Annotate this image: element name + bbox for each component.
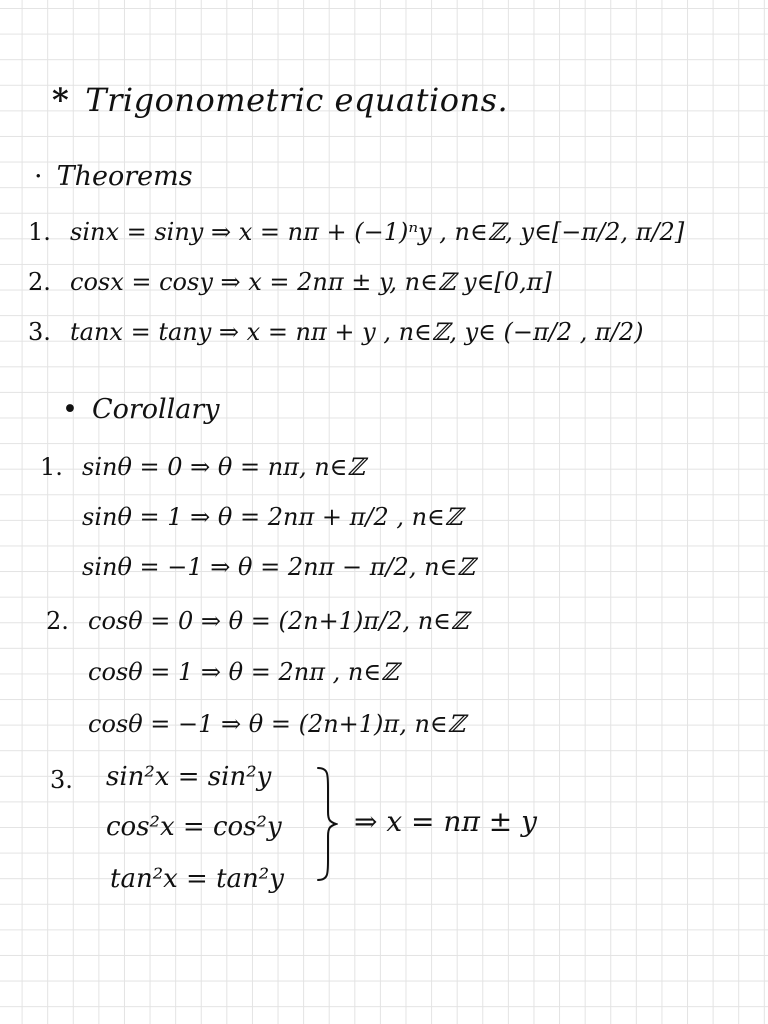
bullet-icon: • [62,394,78,425]
theorem-3 [28,320,644,344]
corollary-3-line-2 [106,814,282,840]
theorem-number: 2. [28,268,51,296]
corollary-2-line-3 [88,712,465,736]
corollary-1-line-1 [40,455,365,479]
corollary-text: sinθ = −1 ⇒ θ = 2nπ − π/2, n∈ℤ [82,553,475,581]
corollary-text: tan²x = tan²y [110,864,284,894]
corollary-text: cosθ = 1 ⇒ θ = 2nπ , n∈ℤ [88,658,399,686]
page-title [52,81,509,119]
corollary-1-line-3 [82,555,475,579]
corollary-2-line-1 [46,609,468,633]
theorem-number: 3. [28,318,51,346]
theorems-heading-text: Theorems [56,161,193,192]
bullet-icon: · [34,161,43,192]
star-marker: * [52,81,70,119]
corollary-number: 1. [40,453,63,481]
corollary-result-text: ⇒ x = nπ ± y [354,805,537,838]
theorem-1 [28,220,684,244]
corollary-3-result [354,805,537,838]
corollary-3-line-1 [106,764,271,790]
theorem-number: 1. [28,218,51,246]
corollary-number: 3. [50,766,73,794]
theorem-text: cosx = cosy ⇒ x = 2nπ ± y, n∈ℤ y∈[0,π] [70,268,552,296]
corollary-1-line-2 [82,505,462,529]
corollary-text: sinθ = 0 ⇒ θ = nπ, n∈ℤ [82,453,365,481]
corollary-3-number [50,768,92,792]
theorem-text: sinx = siny ⇒ x = nπ + (−1)ⁿy , n∈ℤ, y∈[−π/2, π/2] [70,218,685,246]
theorem-text: tanx = tany ⇒ x = nπ + y , n∈ℤ, y∈ (−π/2 , π/2) [70,318,644,346]
right-brace-icon [316,764,338,884]
corollary-2-line-2 [88,660,399,684]
corollary-3-line-3 [110,866,284,892]
corollary-heading [62,396,220,423]
corollary-text: cosθ = 0 ⇒ θ = (2n+1)π/2, n∈ℤ [88,607,469,635]
theorems-heading [34,163,193,190]
corollary-text: sinθ = 1 ⇒ θ = 2nπ + π/2 , n∈ℤ [82,503,463,531]
corollary-text: sin²x = sin²y [106,762,272,792]
corollary-text: cos²x = cos²y [106,812,282,842]
theorem-2 [28,270,552,294]
corollary-number: 2. [46,607,69,635]
title-text: Trigonometric equations. [85,81,509,119]
corollary-text: cosθ = −1 ⇒ θ = (2n+1)π, n∈ℤ [88,710,466,738]
corollary-heading-text: Corollary [91,394,220,425]
